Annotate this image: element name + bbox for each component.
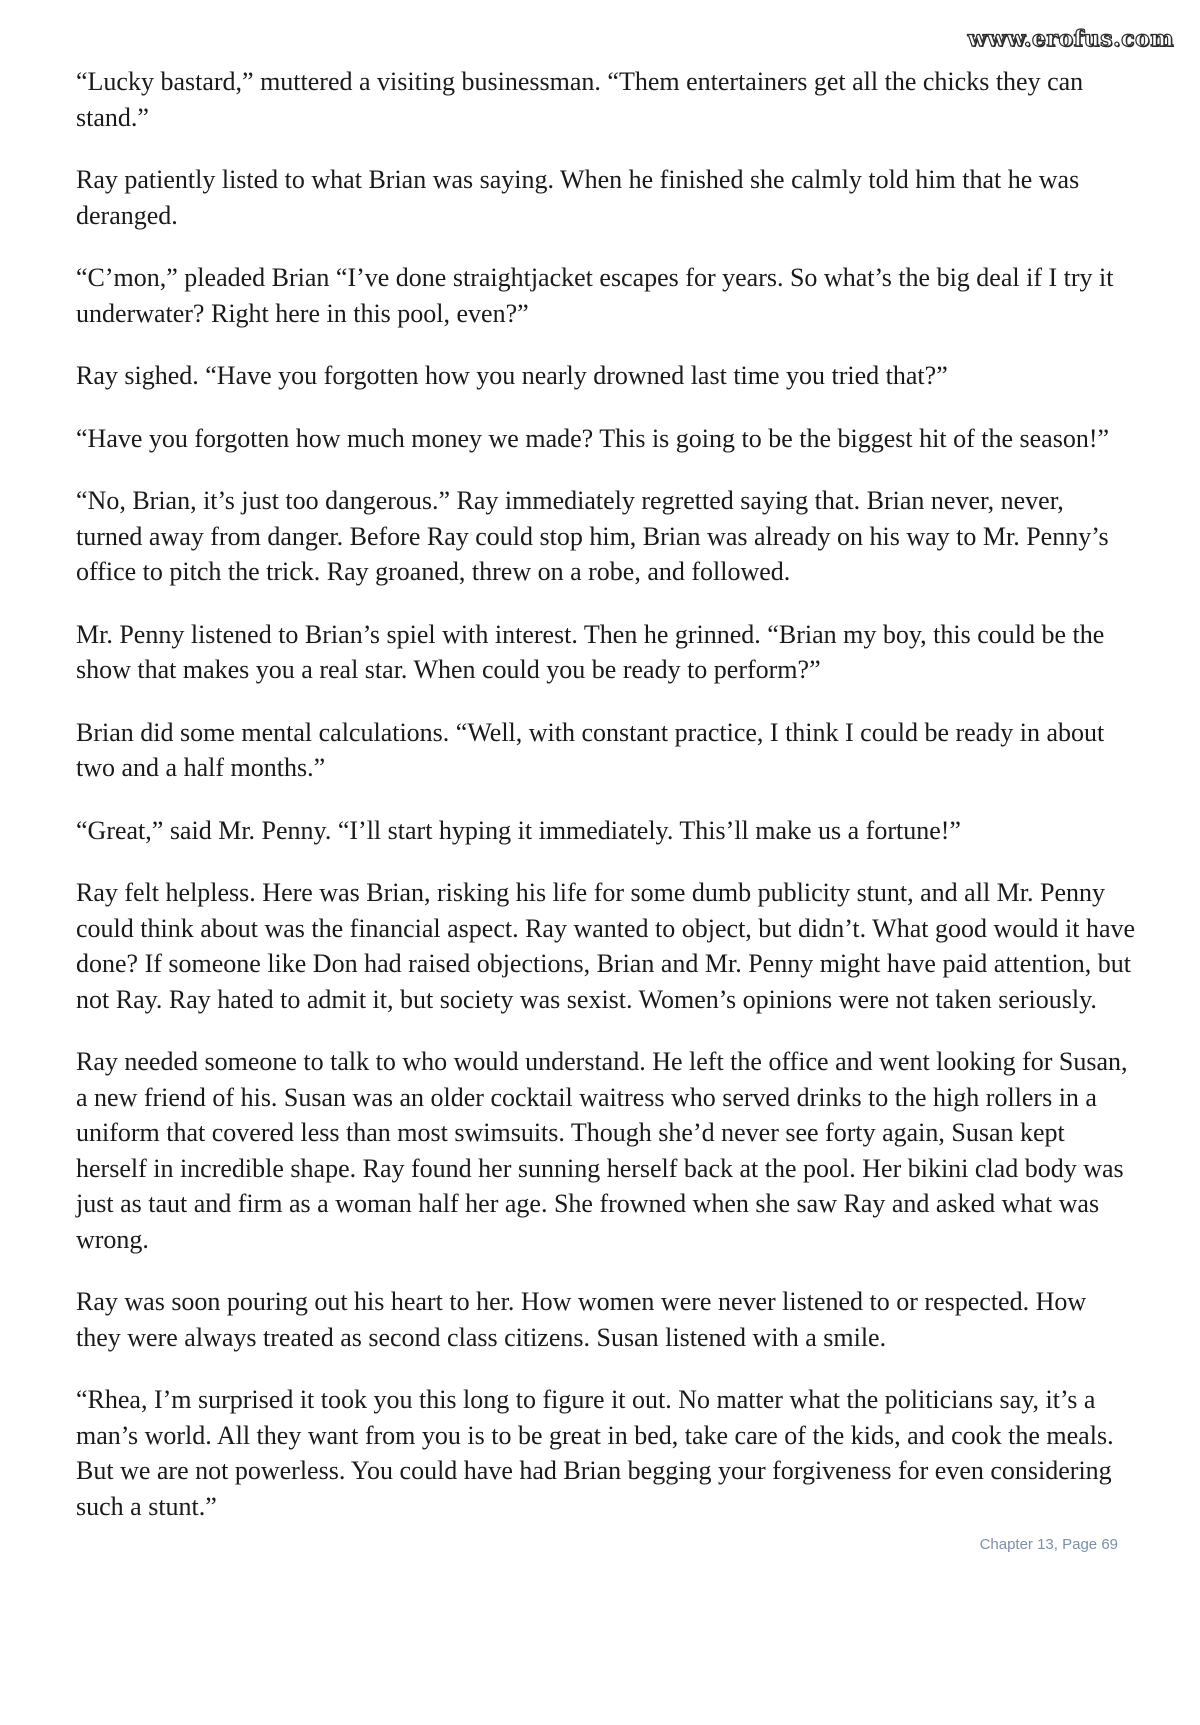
page-footer: Chapter 13, Page 69 xyxy=(979,1536,1118,1553)
paragraph: Ray felt helpless. Here was Brian, risking his life for some dumb publicity stunt, and all Mr. Penny could think about was the financial aspect. Ray wanted to object, but didn’t. What good would it have done? If someone like Don had raised objections, Brian and Mr. Penny might have paid attention, but not Ray. Ray hated to admit it, but society was sexist. Women’s opinions were not taken seriously. xyxy=(76,878,1136,1014)
paragraph: Ray sighed. “Have you forgotten how you nearly drowned last time you tried that?” xyxy=(76,361,948,390)
paragraph: “No, Brian, it’s just too dangerous.” Ray immediately regretted saying that. Brian never, never, turned away from danger. Before Ray could stop him, Brian was already on his way to Mr. Penny’s office to pitch the trick. Ray groaned, threw on a robe, and followed. xyxy=(76,486,1109,586)
watermark-logo: www.erofus.com xyxy=(967,26,1174,52)
paragraph: Ray patiently listed to what Brian was saying. When he finished she calmly told him that he was deranged. xyxy=(76,165,1080,230)
paragraph: “Lucky bastard,” muttered a visiting businessman. “Them entertainers get all the chicks they can stand.” xyxy=(76,67,1084,132)
paragraph: “Rhea, I’m surprised it took you this long to figure it out. No matter what the politicians say, it’s a man’s world. All they want from you is to be great in bed, take care of the kids, and cook the meals. But we are not powerless. You could have had Brian begging your forgiveness for even considering such a stunt.” xyxy=(76,1385,1114,1521)
paragraph: Mr. Penny listened to Brian’s spiel with interest. Then he grinned. “Brian my boy, this could be the show that makes you a real star. When could you be ready to perform?” xyxy=(76,619,1105,684)
page-body xyxy=(76,64,1136,1551)
paragraph: Ray was soon pouring out his heart to her. How women were never listened to or respected. How they were always treated as second class citizens. Susan listened with a smile. xyxy=(76,1287,1087,1352)
paragraph: “Have you forgotten how much money we made? This is going to be the biggest hit of the season!” xyxy=(76,423,1110,453)
paragraph: Brian did some mental calculations. “Well, with constant practice, I think I could be ready in about two and a half months.” xyxy=(76,717,1105,782)
paragraph: Ray needed someone to talk to who would understand. He left the office and went looking for Susan, a new friend of his. Susan was an older cocktail waitress who served drinks to the high rollers in a uniform that covered less than most swimsuits. Though she’d never see forty again, Susan kept herself in incredible shape. Ray found her sunning herself back at the pool. Her bikini clad body was just as taut and firm as a woman half her age. She frowned when she saw Ray and asked what was wrong. xyxy=(76,1047,1128,1254)
paragraph: “Great,” said Mr. Penny. “I’ll start hyping it immediately. This’ll make us a fortune!” xyxy=(76,815,961,845)
paragraph: “C’mon,” pleaded Brian “I’ve done straightjacket escapes for years. So what’s the big deal if I try it underwater? Right here in this pool, even?” xyxy=(76,263,1114,328)
